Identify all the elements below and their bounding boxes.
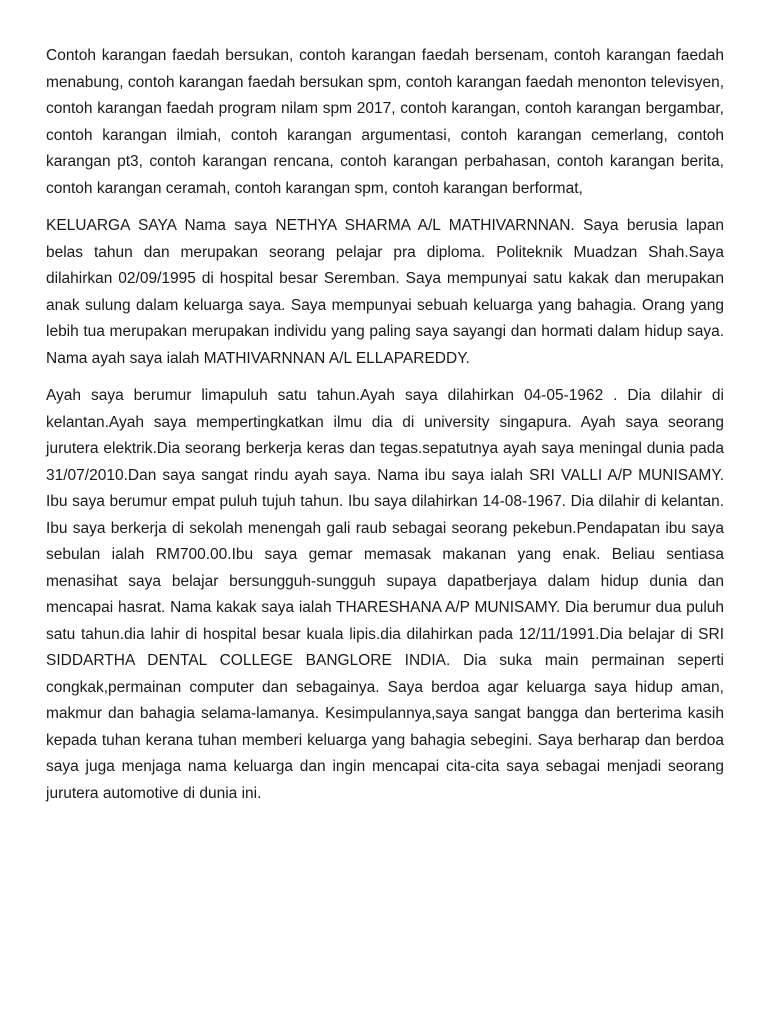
document-page	[46, 43, 724, 818]
paragraph-introduction: KELUARGA SAYA Nama saya NETHYA SHARMA A/L MATHIVARNNAN. Saya berusia lapan belas tahun dan merupakan seorang pelajar pra diploma. Politeknik Muadzan Shah.Saya dilahirkan 02/09/1995 di hospital besar Seremban. Saya mempunyai satu kakak dan merupakan anak sulung dalam keluarga saya. Saya mempunyai sebuah keluarga yang bahagia. Orang yang lebih tua merupakan merupakan individu yang paling saya sayangi dan hormati dalam hidup saya. Nama ayah saya ialah MATHIVARNNAN A/L ELLAPAREDDY.	[46, 217, 724, 367]
paragraph-family: Ayah saya berumur limapuluh satu tahun.Ayah saya dilahirkan 04-05-1962 . Dia dilahir di kelantan.Ayah saya mempertingkatkan ilmu dia di university singapura. Ayah saya seorang jurutera elektrik.Dia seorang berkerja keras dan tegas.sepatutnya ayah saya meningal dunia pada 31/07/2010.Dan saya sangat rindu ayah saya. Nama ibu saya ialah SRI VALLI A/P MUNISAMY. Ibu saya berumur empat puluh tujuh tahun. Ibu saya dilahirkan 14-08-1967. Dia dilahir di kelantan. Ibu saya berkerja di sekolah menengah gali raub sebagai seorang pekebun.Pendapatan ibu saya sebulan ialah RM700.00.Ibu saya gemar memasak makanan yang enak. Beliau sentiasa menasihat saya belajar bersungguh-sungguh supaya dapatberjaya dalam hidup dunia dan mencapai hasrat. Nama kakak saya ialah THARESHANA A/P MUNISAMY. Dia berumur dua puluh satu tahun.dia lahir di hospital besar kuala lipis.dia dilahirkan pada 12/11/1991.Dia belajar di SRI SIDDARTHA DENTAL COLLEGE BANGLORE INDIA. Dia suka main permainan seperti congkak,permainan computer dan sebagainya. Saya berdoa agar keluarga saya hidup aman, makmur dan bahagia selama-lamanya. Kesimpulannya,saya sangat bangga dan berterima kasih kepada tuhan kerana tuhan memberi keluarga yang bahagia sebegini. Saya berharap dan berdoa saya juga menjaga nama keluarga dan ingin mencapai cita-cita saya sebagai menjadi seorang jurutera automotive di dunia ini.	[46, 387, 724, 802]
paragraph-keywords: Contoh karangan faedah bersukan, contoh karangan faedah bersenam, contoh karangan faedah menabung, contoh karangan faedah bersukan spm, contoh karangan faedah menonton televisyen, contoh karangan faedah program nilam spm 2017, contoh karangan, contoh karangan bergambar, contoh karangan ilmiah, contoh karangan argumentasi, contoh karangan cemerlang, contoh karangan pt3, contoh karangan rencana, contoh karangan perbahasan, contoh karangan berita, contoh karangan ceramah, contoh karangan spm, contoh karangan berformat,	[46, 47, 724, 197]
